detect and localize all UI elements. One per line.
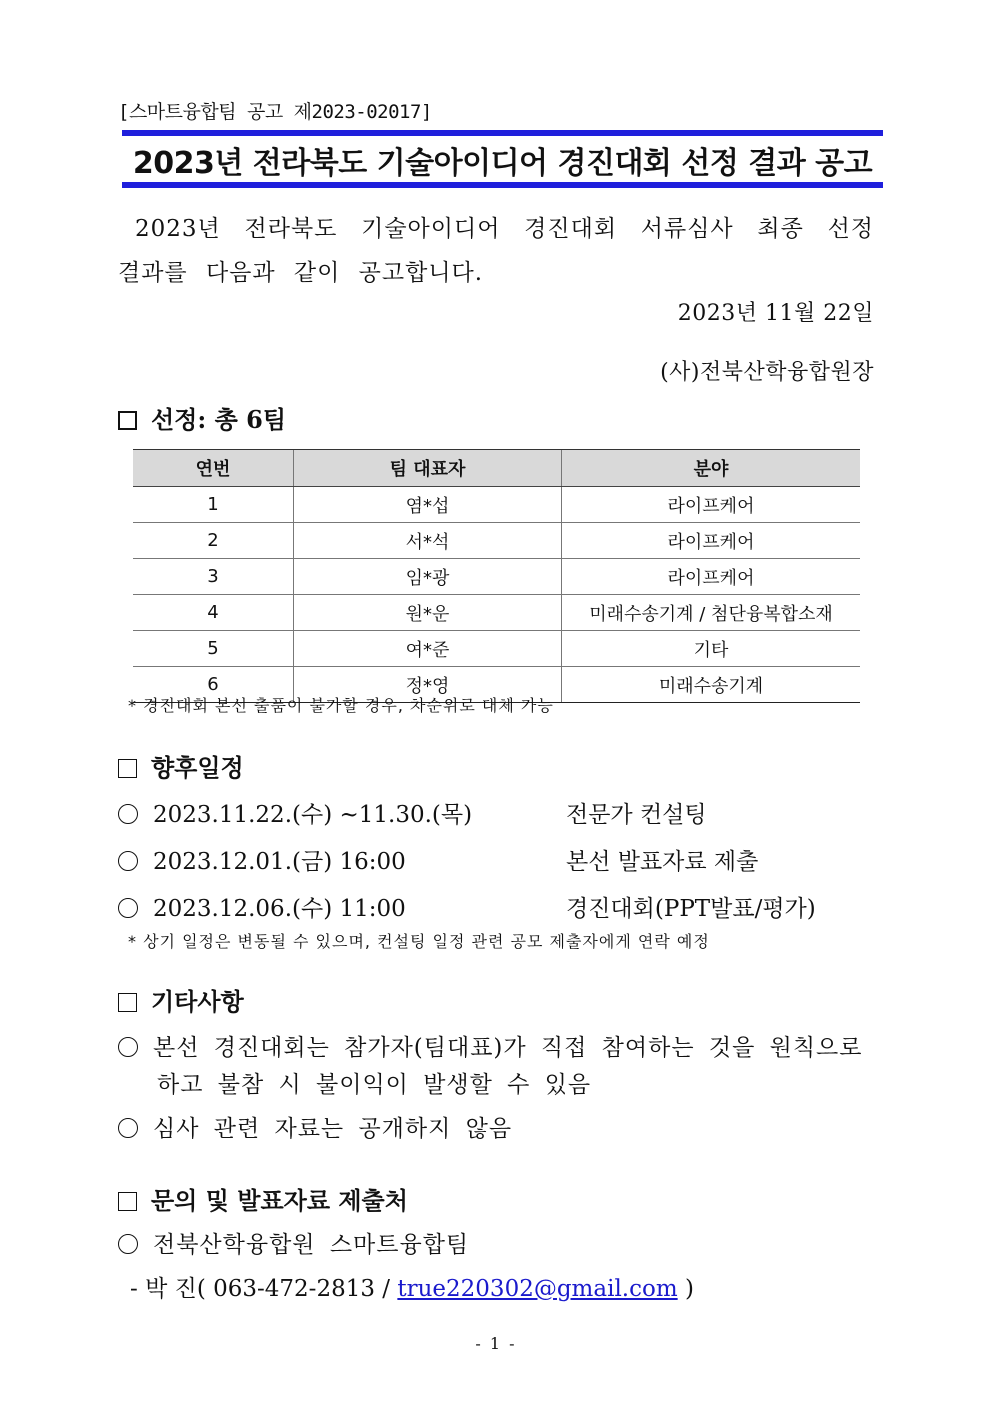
section-schedule bbox=[118, 748, 244, 783]
intro-paragraph bbox=[118, 207, 874, 295]
column-header-no: 연번 bbox=[133, 450, 294, 487]
page-number: - 1 - bbox=[475, 1334, 517, 1353]
schedule-date: 2023.12.06.(수) 11:00 bbox=[153, 896, 406, 922]
cell-no: 4 bbox=[133, 595, 294, 631]
schedule-date: 2023.12.01.(금) 16:00 bbox=[153, 849, 406, 875]
circle-bullet-icon bbox=[118, 1037, 138, 1057]
cell-no: 5 bbox=[133, 631, 294, 667]
contact-suffix: ) bbox=[684, 1276, 694, 1302]
circle-bullet-icon bbox=[118, 1118, 138, 1138]
contact-person bbox=[130, 1270, 694, 1303]
column-header-leader: 팀 대표자 bbox=[294, 450, 562, 487]
square-bullet-icon bbox=[118, 1192, 137, 1211]
cell-leader: 여*준 bbox=[294, 631, 562, 667]
misc-item1-line1: 본선 경진대회는 참가자(팀대표)가 직접 참여하는 것을 원칙으로 bbox=[153, 1035, 863, 1061]
table-header-row bbox=[133, 450, 860, 487]
table-row bbox=[133, 559, 860, 595]
section-misc bbox=[118, 982, 244, 1017]
contact-org: 전북산학융합원 스마트융합팀 bbox=[153, 1232, 470, 1258]
cell-leader: 서*석 bbox=[294, 523, 562, 559]
misc-item bbox=[118, 1029, 862, 1062]
cell-field: 라이프케어 bbox=[562, 523, 861, 559]
cell-leader: 임*광 bbox=[294, 559, 562, 595]
cell-field: 미래수송기계 bbox=[562, 667, 861, 703]
misc-item1-line2: 하고 불참 시 불이익이 발생할 수 있음 bbox=[157, 1072, 592, 1098]
cell-no: 2 bbox=[133, 523, 294, 559]
table-row bbox=[133, 631, 860, 667]
schedule-item bbox=[118, 843, 759, 876]
square-bullet-icon bbox=[118, 993, 137, 1012]
title-top-rule bbox=[122, 130, 883, 136]
circle-bullet-icon bbox=[118, 1234, 138, 1254]
circle-bullet-icon bbox=[118, 898, 138, 918]
square-bullet-icon bbox=[118, 759, 137, 778]
selection-heading: 선정: 총 6팀 bbox=[151, 405, 287, 434]
section-contact bbox=[118, 1181, 408, 1216]
cell-no: 3 bbox=[133, 559, 294, 595]
table-row bbox=[133, 487, 860, 523]
intro-year: 2023년 bbox=[135, 216, 221, 242]
page-title: 2023년 전라북도 기술아이디어 경진대회 선정 결과 공고 bbox=[132, 146, 873, 181]
contact-org-item bbox=[118, 1226, 469, 1259]
selection-note: * 경진대회 본선 출품이 불가할 경우, 차순위로 대체 가능 bbox=[128, 696, 554, 715]
table-row bbox=[133, 523, 860, 559]
misc-heading: 기타사항 bbox=[151, 987, 244, 1016]
schedule-item bbox=[118, 890, 816, 923]
intro-text: 전라북도 기술아이디어 경진대회 서류심사 최종 선정 결과를 다음과 같이 공고합니다. bbox=[118, 216, 875, 286]
schedule-desc: 본선 발표자료 제출 bbox=[566, 849, 759, 875]
section-selection bbox=[118, 400, 286, 435]
schedule-date: 2023.11.22.(수) ~11.30.(목) bbox=[153, 802, 473, 828]
schedule-desc: 경진대회(PPT발표/평가) bbox=[566, 896, 816, 922]
schedule-note: * 상기 일정은 변동될 수 있으며, 컨설팅 일정 관련 공모 제출자에게 연락 예정 bbox=[128, 932, 710, 951]
cell-leader: 원*운 bbox=[294, 595, 562, 631]
misc-item bbox=[118, 1110, 512, 1143]
cell-no: 6 bbox=[133, 667, 294, 703]
issuing-organization: (사)전북산학융합원장 bbox=[660, 360, 874, 385]
schedule-desc: 전문가 컨설팅 bbox=[566, 802, 707, 828]
contact-email-link[interactable]: true220302@gmail.com bbox=[397, 1276, 678, 1302]
square-bullet-icon bbox=[118, 411, 137, 430]
cell-leader: 정*영 bbox=[294, 667, 562, 703]
misc-item2: 심사 관련 자료는 공개하지 않음 bbox=[153, 1116, 513, 1142]
contact-person-text: - 박 진( 063-472-2813 / bbox=[130, 1276, 391, 1302]
selection-table bbox=[133, 449, 860, 703]
cell-field: 미래수송기계 / 첨단융복합소재 bbox=[562, 595, 861, 631]
column-header-field: 분야 bbox=[562, 450, 861, 487]
cell-field: 기타 bbox=[562, 631, 861, 667]
circle-bullet-icon bbox=[118, 804, 138, 824]
announcement-date: 2023년 11월 22일 bbox=[677, 301, 874, 326]
title-bottom-rule bbox=[122, 182, 883, 188]
cell-field: 라이프케어 bbox=[562, 559, 861, 595]
table-row bbox=[133, 595, 860, 631]
cell-no: 1 bbox=[133, 487, 294, 523]
contact-heading: 문의 및 발표자료 제출처 bbox=[151, 1186, 408, 1215]
announcement-reference: [스마트융합팀 공고 제2023-02017] bbox=[118, 101, 432, 123]
schedule-heading: 향후일정 bbox=[151, 753, 244, 782]
circle-bullet-icon bbox=[118, 851, 138, 871]
cell-leader: 염*섭 bbox=[294, 487, 562, 523]
schedule-item bbox=[118, 796, 707, 829]
cell-field: 라이프케어 bbox=[562, 487, 861, 523]
